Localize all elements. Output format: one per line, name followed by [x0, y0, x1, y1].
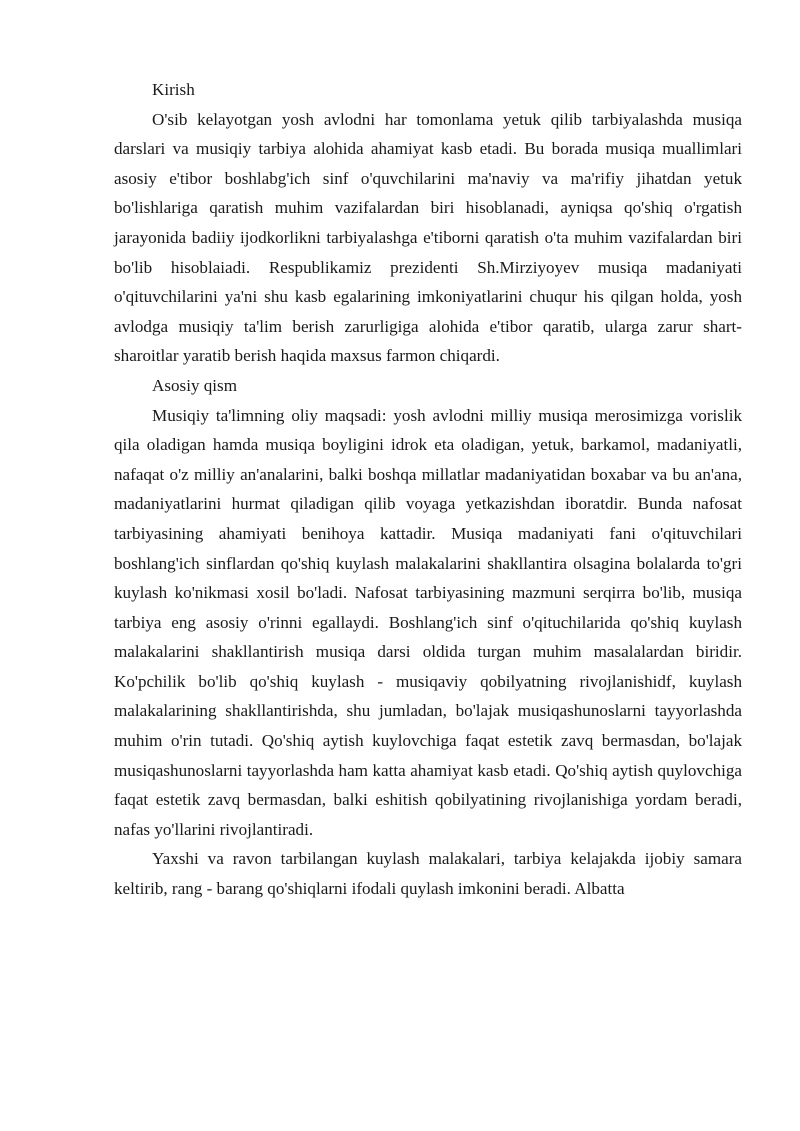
document-page	[114, 75, 742, 904]
section-heading-asosiy-qism: Asosiy qism	[152, 375, 238, 395]
main-paragraph-1: Musiqiy ta'limning oliy maqsadi: yosh avlodni milliy musiqa merosimizga vorislik qila oladigan hamda musiqa boyligini idrok eta oladigan, yetuk, barkamol, madaniyatli, nafaqat o'z milliy an'analarini, balki boshqa millatlar madaniyatidan boxabar va bu an'ana, madaniyatlarini hurmat qiladigan qilib voyaga yetkazishdan iboratdir. Bunda nafosat tarbiyasining ahamiyati benihoya kattadir. Musiqa madaniyati fani o'qituvchilari boshlang'ich sinflardan qo'shiq kuylash malakalarini shakllantira olsagina bolalarda to'gri kuylash ko'nikmasi xosil bo'ladi. Nafosat tarbiyasining mazmuni serqirra bo'lib, musiqa tarbiya eng asosiy o'rinni egallaydi. Boshlang'ich sinf o'qituchilarida qo'shiq kuylash malakalarini shakllantirish musiqa darsi oldida turgan muhim masalalardan biridir. Ko'pchilik bo'lib qo'shiq kuylash - musiqaviy qobilyatning rivojlanishidf, kuylash malakalarining shakllantirishda, shu jumladan, bo'lajak musiqashunoslarni tayyorlashda muhim o'rin tutadi. Qo'shiq aytish kuylovchiga faqat estetik zavq bermasdan, bo'lajak musiqashunoslarni tayyorlashda ham katta ahamiyat kasb etadi. Qo'shiq aytish quylovchiga faqat estetik zavq bermasdan, balki eshitish qobilyatining rivojlanishiga yordam beradi, nafas yo'llarini rivojlantiradi.	[114, 405, 742, 839]
intro-paragraph: O'sib kelayotgan yosh avlodni har tomonlama yetuk qilib tarbiyalashda musiqa darslari va musiqiy tarbiya alohida ahamiyat kasb etadi. Bu borada musiqa muallimlari asosiy e'tibor boshlabg'ich sinf o'quvchilarini ma'naviy va ma'rifiy jihatdan yetuk bo'lishlariga qaratish muhim vazifalardan biri hisoblanadi, ayniqsa qo'shiq o'rgatish jarayonida badiiy ijodkorlikni tarbiyalashga e'tiborni qaratish o'ta muhim vazifalardan biri bo'lib hisoblaiadi. Respublikamiz prezidenti Sh.Mirziyoyev musiqa madaniyati o'qituvchilarini ya'ni shu kasb egalarining imkoniyatlarini chuqur his qilgan holda, yosh avlodga musiqiy ta'lim berish zarurligiga alohida e'tibor qaratib, ularga zarur shart-sharoitlar yaratib berish haqida maxsus farmon chiqardi.	[114, 109, 742, 366]
main-paragraph-2: Yaxshi va ravon tarbilangan kuylash malakalari, tarbiya kelajakda ijobiy samara keltirib, rang - barang qo'shiqlarni ifodali quylash imkonini beradi. Albatta	[114, 849, 742, 899]
section-heading-kirish: Kirish	[152, 80, 195, 99]
